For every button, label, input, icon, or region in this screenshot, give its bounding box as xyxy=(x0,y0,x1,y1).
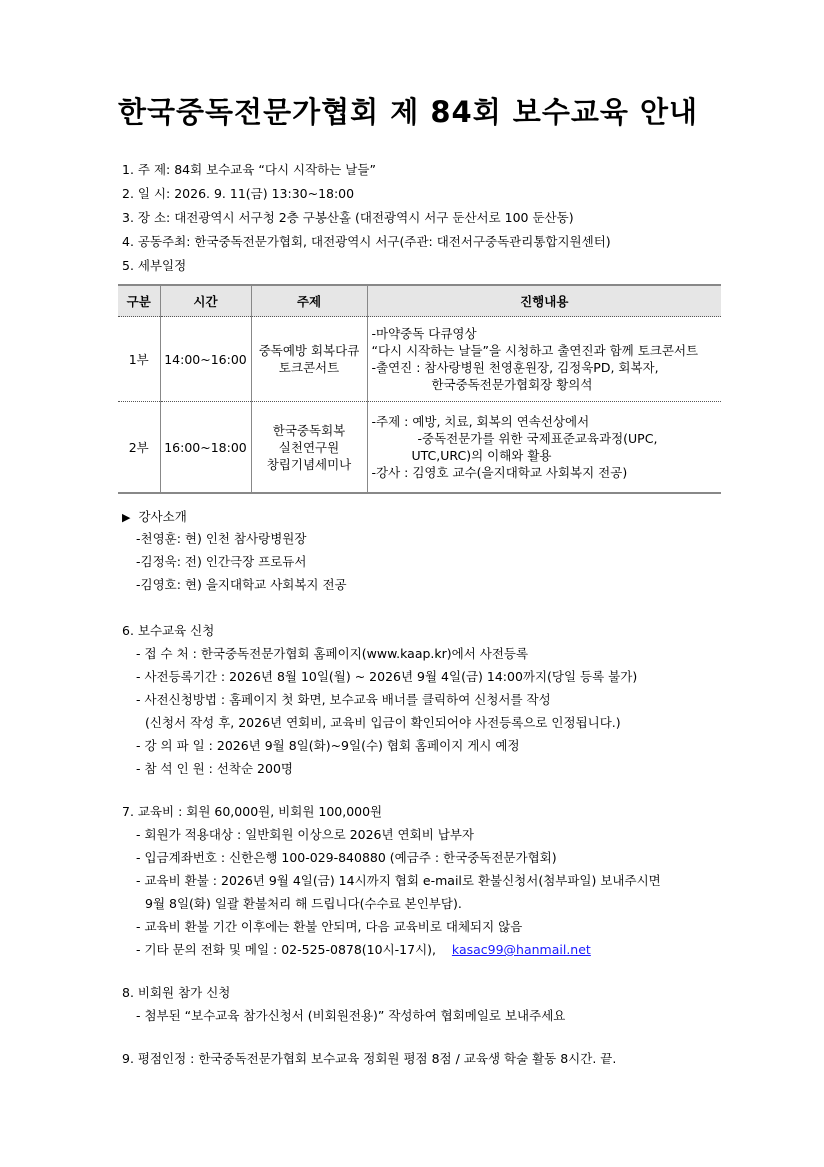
registration-item: (신청서 작성 후, 2026년 연회비, 교육비 입금이 확인되어야 사전등록으로 인정됩니다.) xyxy=(145,715,621,730)
row-time: 16:00~18:00 xyxy=(160,402,251,494)
page-title: 한국중독전문가협회 제 84회 보수교육 안내 xyxy=(118,95,698,129)
schedule-header-row xyxy=(118,285,721,317)
fee-item: - 입금계좌번호 : 신한은행 100-029-840880 (예금주 : 한국중독전문가협회) xyxy=(136,850,557,865)
registration-item: - 강 의 파 일 : 2026년 9월 8일(화)~9일(수) 협회 홈페이지 게시 예정 xyxy=(136,738,520,753)
content-line: 한국중독전문가협회장 황의석 xyxy=(431,377,593,392)
content-line: -강사 : 김영호 교수(을지대학교 사회복지 전공) xyxy=(371,465,628,480)
topic-line: 한국중독회복 xyxy=(272,422,346,438)
lecturer-item: -천영훈: 현) 인천 참사랑병원장 xyxy=(136,531,307,546)
lecturer-item: -김영호: 현) 을지대학교 사회복지 전공 xyxy=(136,577,347,592)
row-topic xyxy=(251,402,367,494)
row-part: 1부 xyxy=(118,317,160,402)
content-line: -주제 : 예방, 치료, 회복의 연속선상에서 xyxy=(371,414,590,429)
credit-line: 9. 평점인정 : 한국중독전문가협회 보수교육 정회원 평점 8점 / 교육생 학술 활동 8시간. 끝. xyxy=(122,1051,617,1066)
triangle-bullet-icon: ▶ xyxy=(122,511,131,524)
content-line: -마약중독 다큐영상 xyxy=(371,326,477,341)
topic-line: 중독예방 회복다큐 xyxy=(258,343,360,358)
nonmember-item: - 첨부된 “보수교육 참가신청서 (비회원전용)” 작성하여 협회메일로 보내주세요 xyxy=(136,1008,566,1023)
registration-item: - 사전등록기간 : 2026년 8월 10일(월) ~ 2026년 9월 4일(금) 14:00까지(당일 등록 불가) xyxy=(136,669,638,684)
registration-item: - 접 수 처 : 한국중독전문가협회 홈페이지(www.kaap.kr)에서 사전등록 xyxy=(136,646,529,661)
registration-heading: 6. 보수교육 신청 xyxy=(122,623,215,638)
schedule-table xyxy=(118,284,721,494)
info-hosts: 4. 공동주최: 한국중독전문가협회, 대전광역시 서구(주관: 대전서구중독관리통합지원센터) xyxy=(122,234,611,249)
contact-email-link[interactable]: kasac99@hanmail.net xyxy=(451,942,591,957)
info-schedule-heading: 5. 세부일정 xyxy=(122,258,187,273)
row-time: 14:00~16:00 xyxy=(160,317,251,402)
fee-item: - 교육비 환불 : 2026년 9월 4일(금) 14시까지 협회 e-mail로 환불신청서(첨부파일) 보내주시면 xyxy=(136,873,661,888)
fee-heading: 7. 교육비 : 회원 60,000원, 비회원 100,000원 xyxy=(122,804,383,819)
content-line: UTC,URC)의 이해와 활용 xyxy=(411,448,552,463)
content-line: “다시 시작하는 날들”을 시청하고 출연진과 함께 토크콘서트 xyxy=(371,343,699,358)
fee-item: - 회원가 적용대상 : 일반회원 이상으로 2026년 연회비 납부자 xyxy=(136,827,474,842)
topic-line: 실천연구원 xyxy=(278,439,340,455)
lecturers-heading xyxy=(122,508,187,527)
info-topic: 1. 주 제: 84회 보수교육 “다시 시작하는 날들” xyxy=(122,162,376,177)
fee-item: - 교육비 환불 기간 이후에는 환불 안되며, 다음 교육비로 대체되지 않음 xyxy=(136,919,523,934)
info-datetime: 2. 일 시: 2026. 9. 11(금) 13:30~18:00 xyxy=(122,186,355,201)
topic-line: 토크콘서트 xyxy=(278,360,340,375)
table-row xyxy=(118,402,721,494)
header-time: 시간 xyxy=(160,285,251,317)
lecturers-heading-text: 강사소개 xyxy=(138,509,187,524)
content-line: -중독전문가를 위한 국제표준교육과정(UPC, xyxy=(417,431,658,446)
header-part: 구분 xyxy=(118,285,160,317)
row-part: 2부 xyxy=(118,402,160,494)
info-venue: 3. 장 소: 대전광역시 서구청 2층 구봉산홀 (대전광역시 서구 둔산서로 100 둔산동) xyxy=(122,210,574,225)
row-content xyxy=(367,317,721,402)
table-row xyxy=(118,317,721,402)
content-line: -출연진 : 참사랑병원 천영훈원장, 김정욱PD, 회복자, xyxy=(371,360,659,375)
contact-line xyxy=(136,941,591,959)
topic-line: 창립기념세미나 xyxy=(266,456,352,472)
row-content xyxy=(367,402,721,494)
registration-item: - 사전신청방법 : 홈페이지 첫 화면, 보수교육 배너를 클릭하여 신청서를 작성 xyxy=(136,692,551,707)
header-content: 진행내용 xyxy=(367,285,721,317)
nonmember-heading: 8. 비회원 참가 신청 xyxy=(122,985,231,1000)
fee-item: 9월 8일(화) 일괄 환불처리 해 드립니다(수수료 본인부담). xyxy=(145,896,462,911)
row-topic xyxy=(251,317,367,402)
contact-text: - 기타 문의 전화 및 메일 : 02-525-0878(10시-17시), xyxy=(136,942,437,957)
registration-item: - 참 석 인 원 : 선착순 200명 xyxy=(136,761,293,776)
lecturer-item: -김정욱: 전) 인간극장 프로듀서 xyxy=(136,554,307,569)
header-topic: 주제 xyxy=(251,285,367,317)
